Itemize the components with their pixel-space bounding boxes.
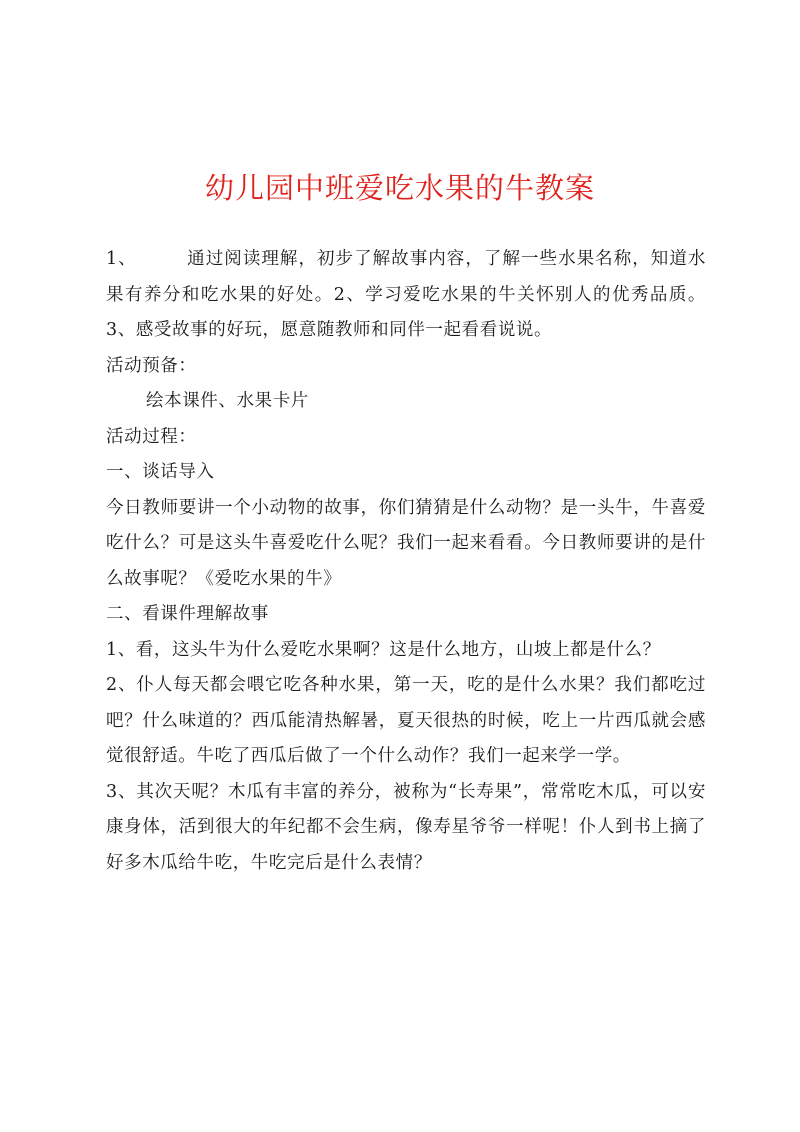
step3-text: 3、其次天呢？木瓜有丰富的养分，被称为“长寿果”，常常吃木瓜，可以安康身体，活到很大的年纪都不会生病，像寿星爷爷一样呢！仆人到书上摘了好多木瓜给牛吃，牛吃完后是什么表情？ <box>106 781 706 873</box>
process-heading: 活动过程： <box>106 426 197 447</box>
goals-text: 通过阅读理解，初步了解故事内容，了解一些水果名称，知道水果有养分和吃水果的好处。2、学习爱吃水果的牛关怀别人的优秀品质。3、感受故事的好玩，愿意随教师和同伴一起看看说说。 <box>106 249 706 340</box>
step1-text: 1、看，这头牛为什么爱吃水果啊？这是什么地方，山坡上都是什么？ <box>106 639 661 660</box>
prep-text: 绘本课件、水果卡片 <box>146 391 309 411</box>
section1-heading: 一、谈话导入 <box>106 462 215 482</box>
section1-text: 今日教师要讲一个小动物的故事，你们猜猜是什么动物？是一头牛，牛喜爱吃什么？可是这头牛喜爱吃什么呢？我们一起来看看。今日教师要讲的是什么故事呢？《爱吃水果的牛》 <box>106 497 706 589</box>
prep-heading: 活动预备： <box>106 355 197 376</box>
document-title: 幼儿园中班爱吃水果的牛教案 <box>204 171 595 205</box>
step2-text: 2、仆人每天都会喂它吃各种水果，第一天，吃的是什么水果？我们都吃过吧？什么味道的？西瓜能清热解暑，夏天很热的时候，吃上一片西瓜就会感觉很舒适。牛吃了西瓜后做了一个什么动作？我们一起来学一学。 <box>106 675 706 766</box>
goals-number: 1、 <box>106 249 137 269</box>
document-body <box>106 242 706 881</box>
section2-heading: 二、看课件理解故事 <box>106 604 269 624</box>
goals-paragraph <box>106 242 706 349</box>
